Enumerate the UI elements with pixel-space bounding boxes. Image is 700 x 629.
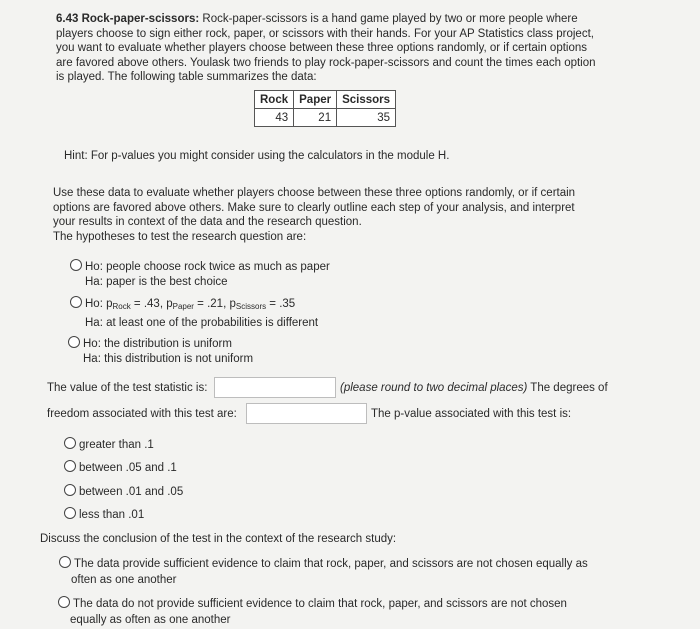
hypothesis-2-h0-prefix: Ho: p [85, 298, 113, 310]
hint-text: Hint: For p-values you might consider using the calculators in the module H. [64, 150, 450, 162]
data-table [254, 90, 396, 127]
hypothesis-1-h0: Ho: people choose rock twice as much as paper [85, 261, 330, 273]
radio-icon[interactable] [59, 556, 71, 568]
pvalue-option-label: between .05 and .1 [79, 462, 177, 474]
table-cell-paper: 21 [294, 109, 337, 127]
instructions-text: Use these data to evaluate whether players choose between these three options randomly, or if certain options are favored above others. Make sure to clearly outline each step of your analysis, and interpret your results in context of the data and the research question. [53, 187, 576, 229]
hypothesis-3-h0: Ho: the distribution is uniform [83, 338, 232, 350]
conclusion-1-line2: often as one another [71, 573, 177, 586]
conclusion-prompt: Discuss the conclusion of the test in the context of the research study: [40, 533, 397, 545]
problem-statement [56, 12, 604, 85]
radio-icon[interactable] [64, 484, 76, 496]
table-cell-scissors: 35 [337, 109, 396, 127]
df-label-2: freedom associated with this test are: [47, 408, 237, 420]
pvalue-option-label: less than .01 [79, 509, 145, 521]
pvalue-label: The p-value associated with this test is: [371, 408, 572, 420]
radio-icon[interactable] [68, 336, 80, 348]
pvalue-option-1[interactable] [64, 437, 154, 451]
hypothesis-option-2[interactable] [70, 296, 318, 330]
radio-icon[interactable] [64, 437, 76, 449]
df-input[interactable] [246, 403, 367, 424]
pvalue-option-label: greater than .1 [79, 439, 154, 451]
pvalue-option-3[interactable] [64, 484, 183, 498]
pvalue-option-label: between .01 and .05 [79, 486, 184, 498]
conclusion-2-line1: The data do not provide sufficient evidence to claim that rock, paper, and scissors are not chosen [73, 598, 567, 610]
test-stat-label: The value of the test statistic is: [47, 382, 208, 394]
table-header-rock: Rock [255, 91, 294, 109]
table-cell-rock: 43 [255, 109, 294, 127]
sub-scissors: Scissors [235, 302, 267, 311]
eq-paper: = .21, p [193, 298, 236, 310]
problem-text: Rock-paper-scissors is a hand game played by two or more people where players choose to sign either rock, paper, or scissors with their hands. For your AP Statistics class project, you want to evaluate whether players choose between these three options randomly, or if certain options are favored above others. Youlask two friends to play rock-paper-scissors and count the times each option is played. The following table summarizes the data: [56, 13, 596, 84]
test-stat-input[interactable] [214, 377, 336, 398]
conclusion-2-line2: equally as often as one another [70, 613, 231, 626]
instructions [53, 186, 593, 244]
radio-icon[interactable] [70, 296, 82, 308]
radio-icon[interactable] [70, 259, 82, 271]
hypothesis-option-3[interactable] [68, 336, 253, 366]
round-note-line [340, 382, 608, 394]
table-row [255, 109, 396, 127]
table-header-row [255, 91, 396, 109]
hypothesis-3-ha: Ha: this distribution is not uniform [83, 352, 254, 365]
pvalue-option-2[interactable] [64, 460, 177, 474]
problem-number: 6.43 Rock-paper-scissors: [56, 13, 200, 25]
conclusion-option-1[interactable] [59, 556, 659, 587]
table-header-scissors: Scissors [337, 91, 396, 109]
radio-icon[interactable] [64, 460, 76, 472]
round-note: (please round to two decimal places) [340, 382, 528, 394]
hypothesis-option-1[interactable] [70, 259, 330, 289]
hypothesis-2-ha: Ha: at least one of the probabilities is different [85, 316, 319, 329]
sub-rock: Rock [112, 302, 131, 311]
hypotheses-intro: The hypotheses to test the research question are: [53, 230, 307, 243]
pvalue-option-4[interactable] [64, 507, 144, 521]
sub-paper: Paper [172, 302, 194, 311]
eq-scissors: = .35 [266, 298, 296, 310]
conclusion-option-2[interactable] [58, 596, 658, 627]
radio-icon[interactable] [58, 596, 70, 608]
table-header-paper: Paper [294, 91, 337, 109]
radio-icon[interactable] [64, 507, 76, 519]
hypothesis-1-ha: Ha: paper is the best choice [85, 275, 228, 288]
df-label-1: The degrees of [530, 382, 608, 394]
eq-rock: = .43, p [130, 298, 173, 310]
conclusion-1-line1: The data provide sufficient evidence to claim that rock, paper, and scissors are not chosen equally as [74, 558, 588, 570]
